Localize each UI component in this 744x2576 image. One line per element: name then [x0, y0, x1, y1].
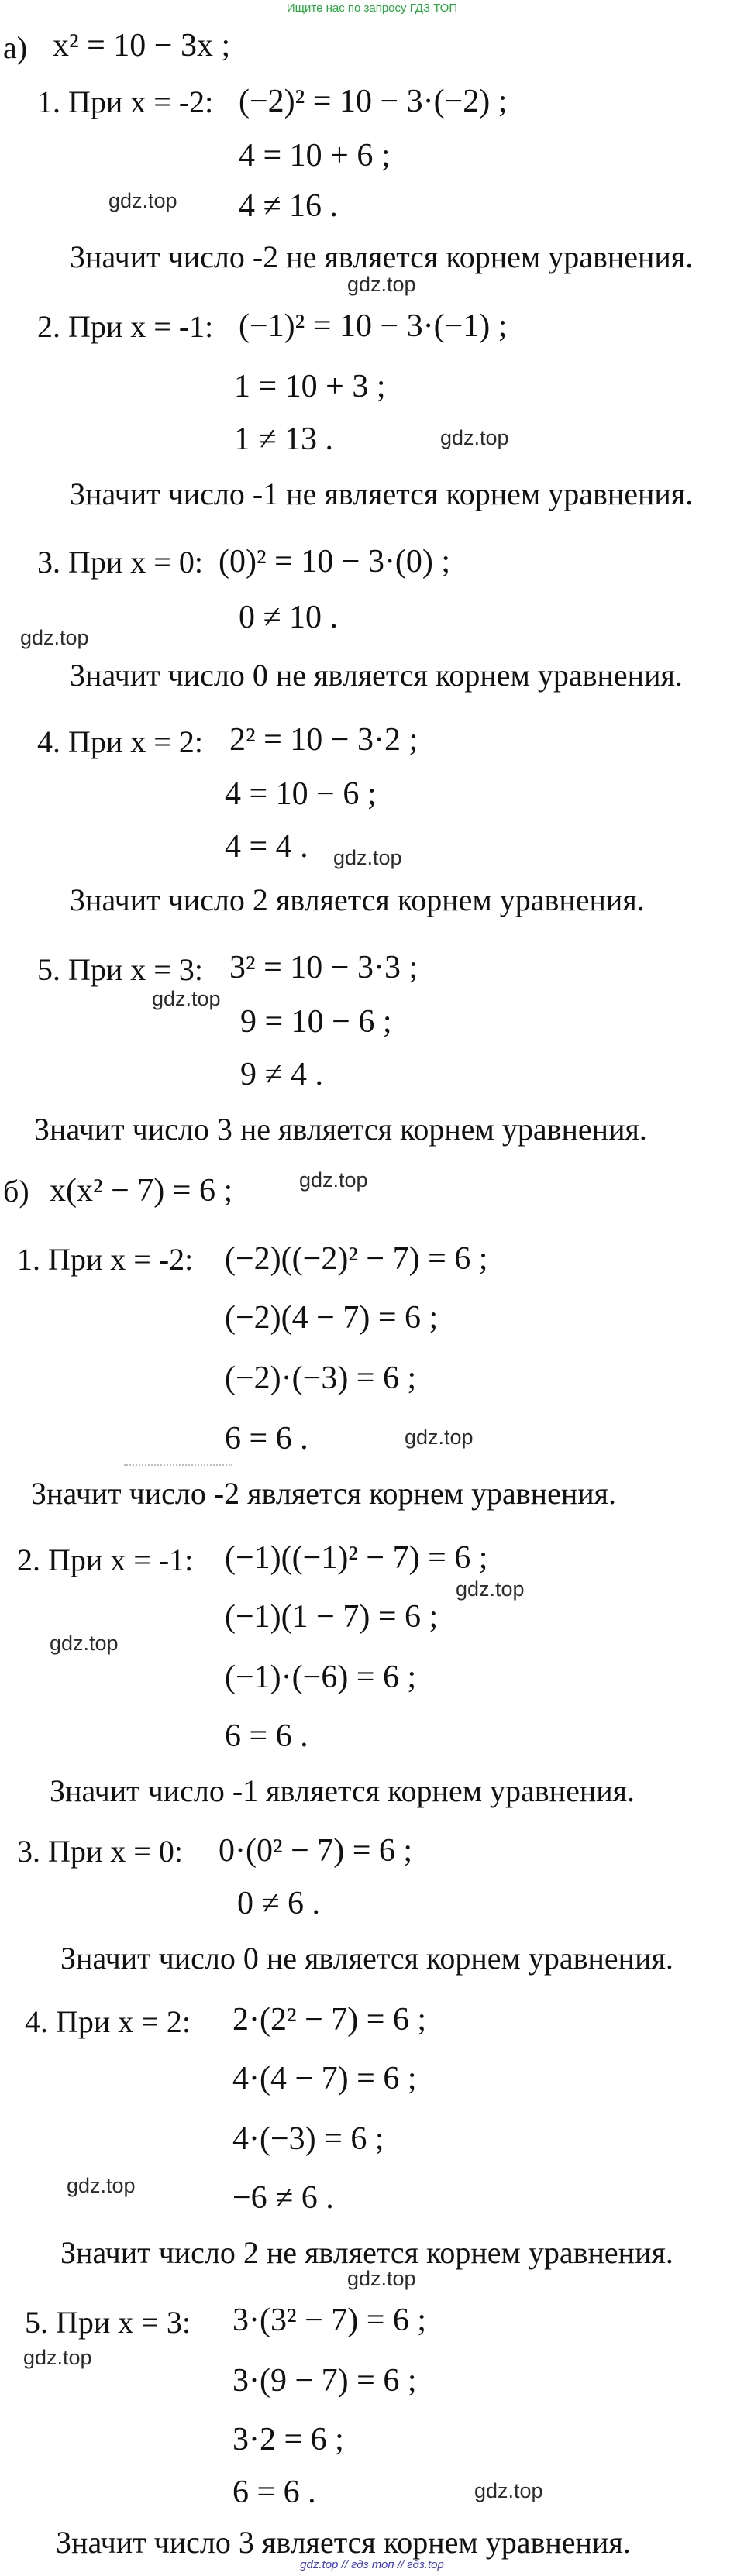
watermark: gdz.top — [405, 1426, 474, 1449]
b5-step-2: 3·(9 − 7) = 6 ; — [232, 2363, 417, 2399]
b2-head: 2. При x = -1: — [17, 1543, 194, 1577]
dotted-mark — [124, 1464, 232, 1466]
a3-head: 3. При x = 0: — [37, 545, 203, 580]
a5-step-2: 9 = 10 − 6 ; — [240, 1004, 392, 1040]
watermark: gdz.top — [152, 987, 221, 1010]
watermark: gdz.top — [440, 426, 509, 449]
a1-conclusion: Значит число -2 не является корнем уравнения. — [70, 239, 694, 274]
a4-head: 4. При x = 2: — [37, 724, 203, 759]
a2-step-2: 1 = 10 + 3 ; — [234, 369, 386, 404]
watermark: gdz.top — [108, 189, 177, 212]
a2-step-3: 1 ≠ 13 . — [234, 421, 334, 457]
watermark: gdz.top — [347, 2267, 416, 2290]
bottom-banner: gdz.top // гдз топ // гдз.top — [300, 2558, 444, 2571]
a5-step-3: 9 ≠ 4 . — [240, 1057, 324, 1092]
b4-step-2: 4·(4 − 7) = 6 ; — [232, 2061, 417, 2096]
b5-step-3: 3·2 = 6 ; — [232, 2422, 344, 2457]
a2-conclusion: Значит число -1 не является корнем уравнения. — [70, 476, 694, 511]
top-banner: Ищите нас по запросу ГДЗ ТОП — [286, 2, 458, 15]
b4-conclusion: Значит число 2 не является корнем уравнения. — [60, 2235, 673, 2270]
b3-step-1: 0·(0² − 7) = 6 ; — [219, 1833, 413, 1869]
watermark: gdz.top — [474, 2479, 543, 2502]
b1-step-1: (−2)((−2)² − 7) = 6 ; — [225, 1241, 488, 1277]
a2-step-1: (−1)² = 10 − 3·(−1) ; — [239, 308, 508, 344]
b3-conclusion: Значит число 0 не является корнем уравнения. — [60, 1941, 673, 1976]
b5-step-4: 6 = 6 . — [232, 2475, 316, 2510]
part-a-label: а) — [3, 30, 28, 65]
a4-conclusion: Значит число 2 является корнем уравнения. — [70, 882, 645, 917]
a1-head: 1. При x = -2: — [37, 84, 214, 119]
a4-step-3: 4 = 4 . — [225, 829, 308, 865]
a5-step-1: 3² = 10 − 3·3 ; — [229, 950, 418, 985]
b4-step-4: −6 ≠ 6 . — [232, 2180, 334, 2216]
part-a-equation: x² = 10 − 3x ; — [53, 28, 231, 64]
b2-step-2: (−1)(1 − 7) = 6 ; — [225, 1599, 439, 1635]
a1-step-1: (−2)² = 10 − 3·(−2) ; — [239, 84, 508, 119]
watermark: gdz.top — [333, 846, 402, 869]
b1-step-4: 6 = 6 . — [225, 1421, 308, 1457]
b1-step-3: (−2)·(−3) = 6 ; — [225, 1360, 417, 1396]
a1-step-2: 4 = 10 + 6 ; — [239, 138, 391, 174]
b4-step-3: 4·(−3) = 6 ; — [232, 2121, 384, 2157]
watermark: gdz.top — [67, 2174, 136, 2197]
part-b-equation: x(x² − 7) = 6 ; — [50, 1173, 233, 1209]
b4-head: 4. При x = 2: — [25, 2004, 191, 2039]
watermark: gdz.top — [456, 1577, 525, 1601]
watermark: gdz.top — [299, 1168, 368, 1192]
a1-step-3: 4 ≠ 16 . — [239, 188, 339, 224]
b5-step-1: 3·(3² − 7) = 6 ; — [232, 2303, 427, 2338]
b1-head: 1. При x = -2: — [17, 1242, 194, 1277]
watermark: gdz.top — [20, 626, 89, 649]
a2-head: 2. При x = -1: — [37, 309, 214, 344]
b2-step-4: 6 = 6 . — [225, 1718, 308, 1754]
watermark: gdz.top — [23, 2346, 92, 2369]
b2-step-1: (−1)((−1)² − 7) = 6 ; — [225, 1540, 488, 1576]
b2-step-3: (−1)·(−6) = 6 ; — [225, 1659, 417, 1695]
a3-step-2: 0 ≠ 10 . — [239, 600, 339, 635]
b2-conclusion: Значит число -1 является корнем уравнения. — [50, 1773, 636, 1808]
a3-conclusion: Значит число 0 не является корнем уравнения. — [70, 658, 683, 693]
a5-conclusion: Значит число 3 не является корнем уравнения. — [34, 1112, 647, 1147]
part-b-label: б) — [3, 1174, 29, 1209]
b1-conclusion: Значит число -2 является корнем уравнения. — [31, 1476, 617, 1511]
b3-step-2: 0 ≠ 6 . — [237, 1886, 321, 1921]
watermark: gdz.top — [50, 1632, 119, 1655]
b4-step-1: 2·(2² − 7) = 6 ; — [232, 2002, 427, 2038]
a4-step-1: 2² = 10 − 3·2 ; — [229, 722, 418, 758]
b1-step-2: (−2)(4 − 7) = 6 ; — [225, 1300, 439, 1336]
b5-conclusion: Значит число 3 является корнем уравнения. — [56, 2525, 631, 2560]
watermark: gdz.top — [347, 273, 416, 296]
b5-head: 5. При x = 3: — [25, 2305, 191, 2340]
a3-step-1: (0)² = 10 − 3·(0) ; — [219, 544, 451, 580]
a4-step-2: 4 = 10 − 6 ; — [225, 776, 377, 812]
b3-head: 3. При x = 0: — [17, 1834, 183, 1869]
a5-head: 5. При x = 3: — [37, 952, 203, 987]
